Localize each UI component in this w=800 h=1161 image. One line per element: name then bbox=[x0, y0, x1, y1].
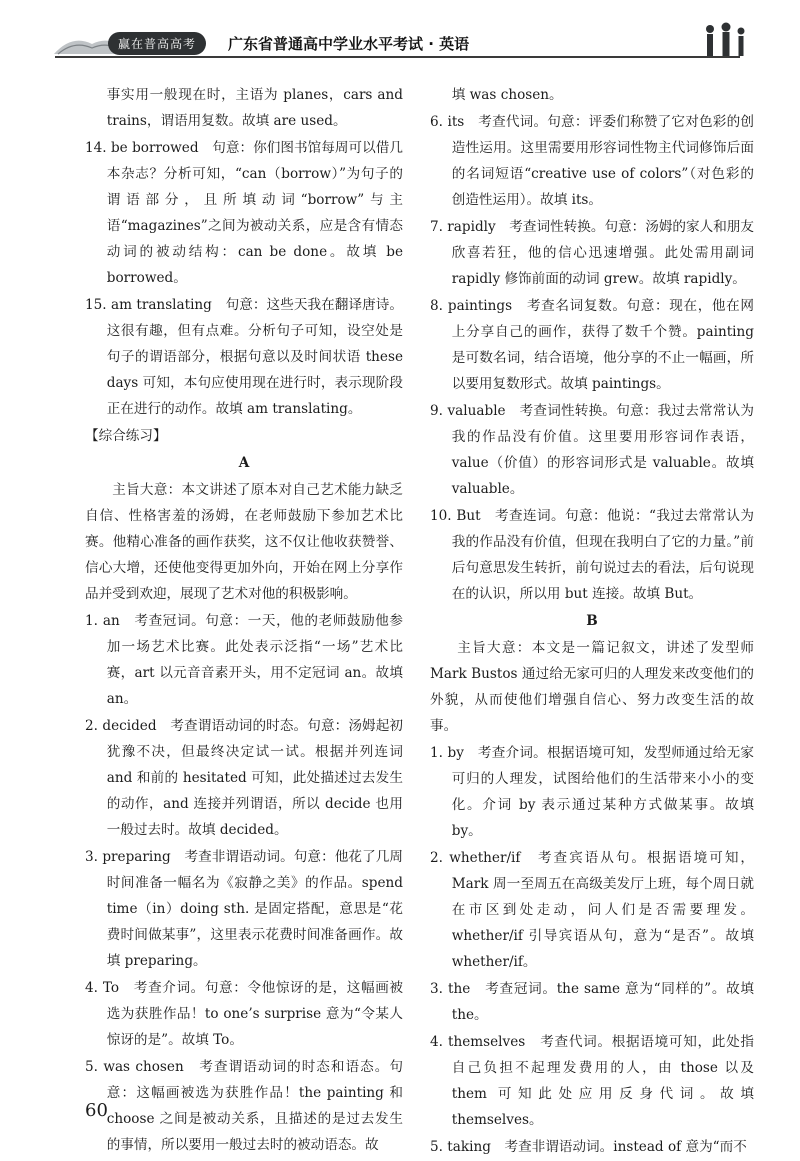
running-header bbox=[0, 0, 800, 62]
header-title: 广东省普通高中学业水平考试 · 英语 bbox=[228, 35, 470, 53]
header-rule bbox=[55, 56, 740, 58]
page-number: 60 bbox=[85, 1100, 108, 1121]
answer-paragraph: 2. whether/if 考查宾语从句。根据语境可知，Mark 周一至周五在高级美发厅上班，每个周日就在市区到处走动，问人们是否需要理发。whether/if 引导宾语从句，意为“是否”。故填 whether/if。 bbox=[430, 850, 754, 970]
answer-paragraph: 【综合练习】 bbox=[85, 428, 167, 444]
answer-paragraph: 2. decided 考查谓语动词的时态。句意：汤姆起初犹豫不决，但最终决定试一试。根据并列连词 and 和前的 hesitated 可知，此处描述过去发生的动作，and 连接并列谓语，所以 decide 也用一般过去时。故填 decided。 bbox=[85, 718, 403, 838]
answer-paragraph: 1. an 考查冠词。句意：一天，他的老师鼓励他参加一场艺术比赛。此处表示泛指“一场”艺术比赛，art 以元音音素开头，用不定冠词 an。故填 an。 bbox=[85, 613, 403, 707]
answer-paragraph: 事实用一般现在时，主语为 planes，cars and trains，谓语用复数。故填 are used。 bbox=[106, 87, 403, 129]
answer-paragraph: 主旨大意：本文是一篇记叙文，讲述了发型师 Mark Bustos 通过给无家可归的人理发来改变他们的外貌，从而使他们增强自信心、努力改变生活的故事。 bbox=[430, 640, 754, 734]
answer-paragraph: 主旨大意：本文讲述了原本对自己艺术能力缺乏自信、性格害羞的汤姆，在老师鼓励下参加艺术比赛。他精心准备的画作获奖，这不仅让他收获赞誉、信心大增，还使他变得更加外向，开始在网上分享作品并受到欢迎，展现了艺术对他的积极影响。 bbox=[85, 482, 403, 602]
answer-paragraph: 8. paintings 考查名词复数。句意：现在，他在网上分享自己的画作，获得了数千个赞。painting 是可数名词，结合语境，他分享的不止一幅画，所以要用复数形式。故填 paintings。 bbox=[430, 298, 754, 392]
answer-paragraph: 4. To 考查介词。句意：令他惊讶的是，这幅画被选为获胜作品！to one’s surprise 意为“令某人惊讶的是”。故填 To。 bbox=[85, 980, 403, 1048]
answer-paragraph: 3. the 考查冠词。the same 意为“同样的”。故填 the。 bbox=[430, 981, 754, 1023]
answer-paragraph: 5. taking 考查非谓语动词。instead of 意为“而不 bbox=[430, 1139, 747, 1155]
answer-paragraph: 15. am translating 句意：这些天我在翻译唐诗。这很有趣，但有点难。分析句子可知，设空处是句子的谓语部分，根据句意以及时间状语 these days 可知，本句应使用现在进行时，表示现阶段正在进行的动作。故填 am translating。 bbox=[85, 297, 403, 417]
answer-paragraph: 7. rapidly 考查词性转换。句意：汤姆的家人和朋友欣喜若狂，他的信心迅速增强。此处需用副词 rapidly 修饰前面的动词 grew。故填 rapidly。 bbox=[430, 219, 754, 287]
answer-paragraph: 6. its 考查代词。句意：评委们称赞了它对色彩的创造性运用。这里需要用形容词性物主代词修饰后面的名词短语“creative use of colors”（对色彩的创造性运用）。故填 its。 bbox=[430, 114, 754, 208]
left-column bbox=[85, 82, 403, 1159]
answer-paragraph: 1. by 考查介词。根据语境可知，发型师通过给无家可归的人理发，试图给他们的生活带来小小的变化。介词 by 表示通过某种方式做某事。故填 by。 bbox=[430, 745, 754, 839]
answer-paragraph: 3. preparing 考查非谓语动词。句意：他花了几周时间准备一幅名为《寂静之美》的作品。spend time（in）doing sth. 是固定搭配，意思是“花费时间做某事”，这里表示花费时间准备画作。故填 preparing。 bbox=[85, 849, 403, 969]
answer-paragraph: 10. But 考查连词。句意：他说：“我过去常常认为我的作品没有价值，但现在我明白了它的力量。”前后句意思发生转折，前句说过去的看法，后句说现在的认识，所以用 but 连接。故填 But。 bbox=[430, 508, 754, 602]
section-heading: A bbox=[238, 455, 250, 471]
answer-paragraph: 14. be borrowed 句意：你们图书馆每周可以借几本杂志？分析可知，“can（borrow）”为句子的谓语部分，且所填动词“borrow”与主语“magazines”之间为被动关系，应是含有情态动词的被动结构：can be done。故填 be borrowed。 bbox=[85, 140, 403, 286]
answer-paragraph: 4. themselves 考查代词。根据语境可知，此处指自己负担不起理发费用的人，由 those 以及 them 可知此处应用反身代词。故填 themselves。 bbox=[430, 1034, 754, 1128]
series-logo: 赢在普高高考 bbox=[108, 32, 206, 55]
answer-paragraph: 5. was chosen 考查谓语动词的时态和语态。句意：这幅画被选为获胜作品！the painting 和 choose 之间是被动关系，且描述的是过去发生的事情，所以要用一般过去时的被动语态。故 bbox=[85, 1059, 403, 1153]
right-column bbox=[430, 82, 754, 1161]
section-heading: B bbox=[586, 613, 598, 629]
people-icon bbox=[700, 22, 750, 58]
answer-paragraph: 9. valuable 考查词性转换。句意：我过去常常认为我的作品没有价值。这里要用形容词作表语，value（价值）的形容词形式是 valuable。故填 valuable。 bbox=[430, 403, 754, 497]
answer-paragraph: 填 was chosen。 bbox=[451, 87, 563, 103]
